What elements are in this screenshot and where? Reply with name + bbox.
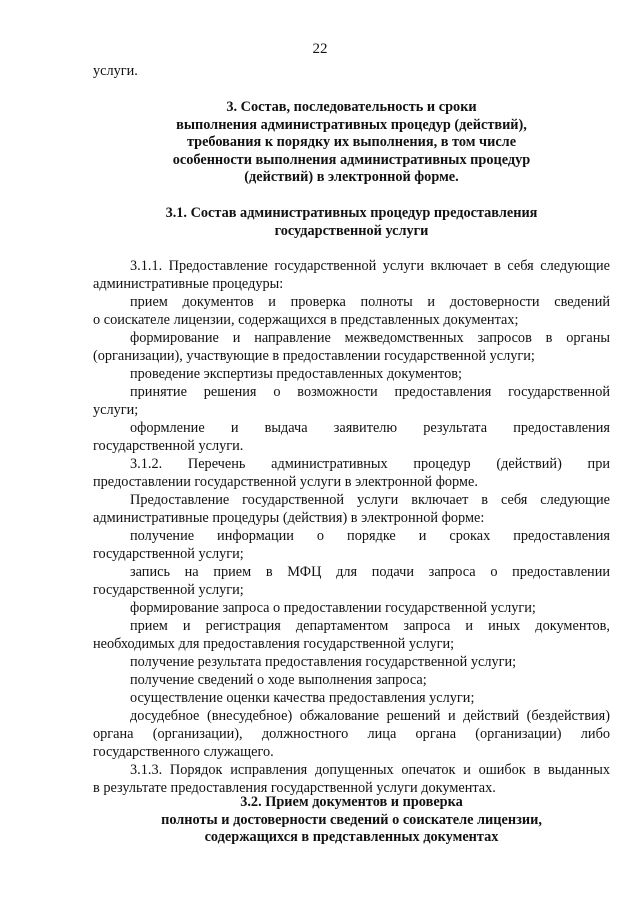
body-line: осуществление оценки качества предоставления услуги; bbox=[130, 690, 475, 706]
section-3-1-heading bbox=[93, 205, 610, 240]
body-line: административные процедуры (действия) в электронной форме: bbox=[93, 510, 485, 526]
section-3-heading bbox=[93, 99, 610, 187]
body-line: государственной услуги; bbox=[93, 546, 244, 562]
body-line: административные процедуры: bbox=[93, 276, 284, 292]
body-line: 3.1.3. Порядок исправления допущенных опечаток и ошибок в выданных bbox=[130, 762, 610, 778]
body-line: получение результата предоставления государственной услуги; bbox=[130, 654, 517, 670]
body-line: предоставлении государственной услуги в электронной форме. bbox=[93, 474, 478, 490]
body-line: государственного служащего. bbox=[93, 744, 274, 760]
heading-line: государственной услуги bbox=[274, 222, 429, 239]
body-line: (организации), участвующие в предоставлении государственной услуги; bbox=[93, 348, 535, 364]
body-line: 3.1.1. Предоставление государственной услуги включает в себя следующие bbox=[130, 258, 610, 274]
body-line: государственной услуги. bbox=[93, 438, 244, 454]
body-line: принятие решения о возможности предоставления государственной bbox=[130, 384, 610, 400]
top-line: услуги. bbox=[93, 63, 138, 79]
section-3-2-heading bbox=[93, 794, 610, 847]
body-line: в результате предоставления государственной услуги документах. bbox=[93, 780, 496, 796]
heading-line: 3.2. Прием документов и проверка bbox=[240, 794, 463, 810]
heading-line: (действий) в электронной форме. bbox=[244, 169, 459, 185]
section-3-1-body bbox=[93, 257, 610, 797]
body-line: 3.1.2. Перечень административных процедур (действий) при bbox=[130, 456, 610, 472]
body-line: запись на прием в МФЦ для подачи запроса о предоставлении bbox=[130, 564, 610, 580]
body-line: досудебное (внесудебное) обжалование решений и действий (бездействия) bbox=[130, 708, 610, 724]
body-line: прием документов и проверка полноты и достоверности сведений bbox=[130, 294, 610, 310]
body-line: услуги; bbox=[93, 402, 139, 418]
body-line: проведение экспертизы предоставленных документов; bbox=[130, 366, 462, 382]
body-line: государственной услуги; bbox=[93, 582, 244, 598]
body-line: получение сведений о ходе выполнения запроса; bbox=[130, 672, 427, 688]
body-line: формирование запроса о предоставлении государственной услуги; bbox=[130, 600, 536, 616]
body-line: формирование и направление межведомственных запросов в органы bbox=[130, 330, 610, 346]
heading-line: 3. Состав, последовательность и сроки bbox=[226, 99, 477, 115]
body-line: получение информации о порядке и сроках предоставления bbox=[130, 528, 610, 544]
body-line: органа (организации), должностного лица органа (организации) либо bbox=[93, 726, 610, 742]
heading-line: 3.1. Состав административных процедур предоставления bbox=[165, 205, 538, 221]
body-line: Предоставление государственной услуги включает в себя следующие bbox=[130, 492, 610, 508]
body-line: оформление и выдача заявителю результата предоставления bbox=[130, 420, 610, 436]
heading-line: выполнения административных процедур (действий), bbox=[176, 116, 527, 133]
heading-line: содержащихся в представленных документах bbox=[204, 829, 499, 845]
page-number: 22 bbox=[312, 41, 328, 57]
body-line: о соискателе лицензии, содержащихся в представленных документах; bbox=[93, 312, 519, 328]
heading-line: полноты и достоверности сведений о соискателе лицензии, bbox=[161, 811, 542, 828]
body-line: необходимых для предоставления государственной услуги; bbox=[93, 636, 455, 652]
heading-line: особенности выполнения административных процедур bbox=[172, 151, 531, 168]
heading-line: требования к порядку их выполнения, в том числе bbox=[186, 134, 517, 150]
body-line: прием и регистрация департаментом запроса и иных документов, bbox=[130, 618, 610, 634]
